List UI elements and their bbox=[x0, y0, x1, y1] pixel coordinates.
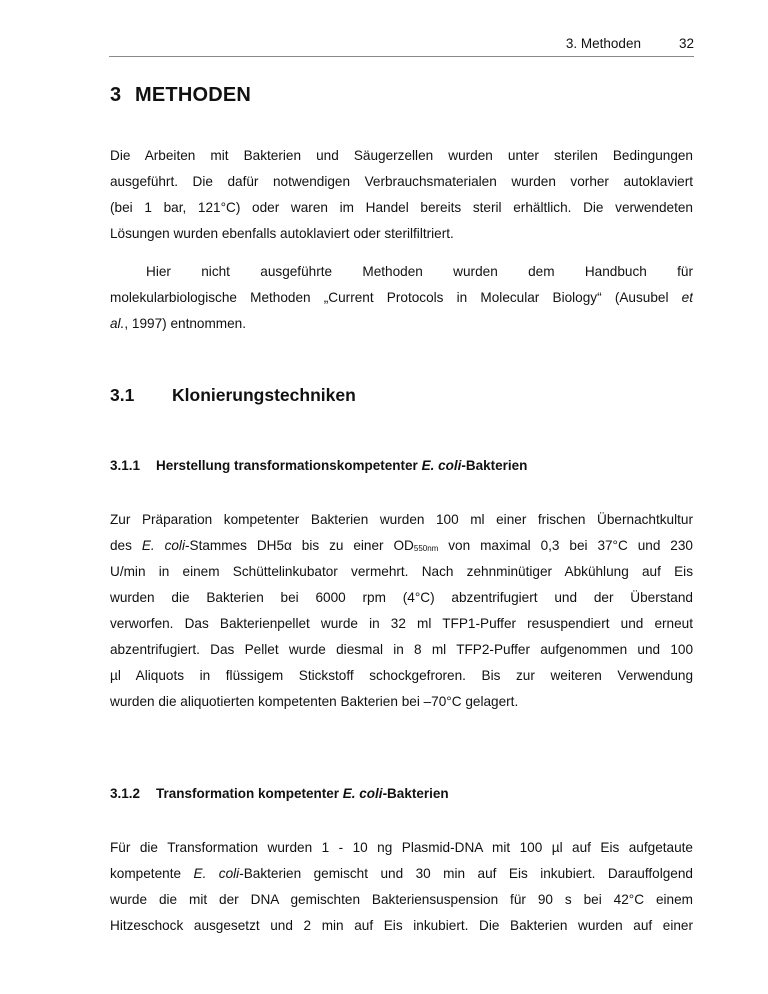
text-line: ausgeführt. Die dafür notwendigen Verbrauchsmaterialen wurden vorher autoklaviert bbox=[110, 174, 693, 189]
section-number: 3.1 bbox=[110, 385, 135, 405]
text-line: abzentrifugiert. Das Pellet wurde diesmal in 8 ml TFP2-Puffer aufgenommen und 100 bbox=[110, 642, 693, 657]
text-line bbox=[110, 285, 693, 311]
text-line: U/min in einem Schüttelinkubator vermehrt. Nach zehnminütiger Abkühlung auf Eis bbox=[110, 564, 693, 579]
running-header bbox=[109, 36, 694, 56]
subsection-title: Herstellung transformationskompetenter bbox=[156, 458, 422, 473]
text-line: Zur Präparation kompetenter Bakterien wurden 100 ml einer frischen Übernachtkultur bbox=[110, 512, 693, 527]
italic-span: E. coli bbox=[421, 458, 462, 473]
text-span: -Bakterien bbox=[382, 786, 449, 801]
italic-span: E. coli bbox=[342, 786, 383, 801]
paragraph-3-1-2 bbox=[110, 835, 693, 939]
text-line: (bei 1 bar, 121°C) oder waren im Handel bereits steril erhältlich. Die verwendeten bbox=[110, 200, 693, 215]
text-span: des bbox=[110, 538, 142, 553]
text-span: molekularbiologische Methoden „Current Protocols in Molecular Biology“ (Ausubel bbox=[110, 290, 682, 305]
text-span: -Bakterien gemischt und 30 min auf Eis inkubiert. Darauffolgend bbox=[239, 866, 693, 881]
section-title: Klonierungstechniken bbox=[172, 385, 356, 405]
subsection-heading-3-1-1 bbox=[110, 458, 527, 473]
italic-span: et bbox=[681, 290, 693, 305]
paragraph-3-1-1 bbox=[110, 507, 693, 715]
text-line: Für die Transformation wurden 1 - 10 ng Plasmid-DNA mit 100 µl auf Eis aufgetaute bbox=[110, 840, 693, 855]
intro-paragraph-2 bbox=[110, 259, 693, 337]
subsection-number: 3.1.1 bbox=[110, 458, 141, 473]
running-header-section: 3. Methoden bbox=[565, 36, 641, 51]
subsection-number: 3.1.2 bbox=[110, 786, 141, 801]
italic-span: al. bbox=[110, 316, 125, 331]
chapter-heading bbox=[110, 84, 251, 107]
header-rule bbox=[109, 56, 694, 57]
text-span: von maximal 0,3 bei 37°C und 230 bbox=[438, 538, 693, 553]
chapter-title: METHODEN bbox=[135, 84, 252, 106]
italic-span: E. coli bbox=[141, 538, 185, 553]
chapter-number: 3 bbox=[110, 84, 122, 106]
text-line bbox=[110, 533, 693, 559]
text-line: Die Arbeiten mit Bakterien und Säugerzellen wurden unter sterilen Bedingungen bbox=[110, 148, 693, 163]
text-line: µl Aliquots in flüssigem Stickstoff schockgefroren. Bis zur weiteren Verwendung bbox=[110, 668, 693, 683]
text-line: verworfen. Das Bakterienpellet wurde in 32 ml TFP1-Puffer resuspendiert und erneut bbox=[110, 616, 693, 631]
text-line bbox=[110, 311, 693, 337]
text-line: wurden die Bakterien bei 6000 rpm (4°C) abzentrifugiert und der Überstand bbox=[110, 590, 693, 605]
text-line: Lösungen wurden ebenfalls autoklaviert oder sterilfiltriert. bbox=[110, 226, 454, 241]
text-line bbox=[110, 861, 693, 887]
subscript: 550nm bbox=[413, 544, 439, 553]
text-span: , 1997) entnommen. bbox=[124, 316, 247, 331]
subsection-title: Transformation kompetenter bbox=[156, 786, 343, 801]
section-heading-3-1 bbox=[110, 385, 356, 406]
text-line: wurden die aliquotierten kompetenten Bakterien bei –70°C gelagert. bbox=[110, 694, 519, 709]
text-span: -Stammes DH5α bis zu einer OD bbox=[184, 538, 414, 553]
text-line: Hier nicht ausgeführte Methoden wurden dem Handbuch für bbox=[146, 264, 693, 279]
text-span: -Bakterien bbox=[461, 458, 528, 473]
text-line: Hitzeschock ausgesetzt und 2 min auf Eis inkubiert. Die Bakterien wurden auf einer bbox=[110, 918, 693, 933]
text-line: wurde die mit der DNA gemischten Bakteriensuspension für 90 s bei 42°C einem bbox=[110, 892, 693, 907]
subsection-heading-3-1-2 bbox=[110, 786, 449, 801]
intro-paragraph-1 bbox=[110, 143, 693, 247]
page-number: 32 bbox=[678, 36, 694, 51]
italic-span: E. coli bbox=[193, 866, 240, 881]
text-span: kompetente bbox=[110, 866, 194, 881]
